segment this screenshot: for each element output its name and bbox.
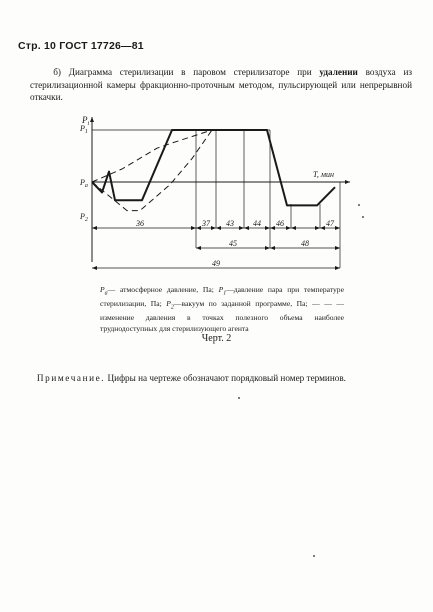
note-text: Цифры на чертеже обозначают порядковый номер терминов. [107, 373, 346, 383]
legend-p1-text: —давление пара при температуре стерилизации, Па; [100, 285, 344, 309]
level-label-p2: $P_2$ [80, 212, 88, 223]
legend-pa-sub: a [104, 290, 108, 297]
intro-lead: б) Диаграмма стерилизации в паровом стерилизаторе при [53, 67, 312, 77]
interval-label-45: 45 [229, 239, 237, 248]
intro-rest: воздуха из стерилизационной камеры фракционно-проточным методом, пульсирующей или непрерывной откачки. [30, 67, 413, 103]
y-axis-arrow [90, 117, 94, 122]
interval-label-36: 36 [136, 219, 144, 228]
page-number: Стр. 10 [18, 40, 57, 52]
legend-p2-symbol: P [166, 299, 171, 309]
note-label: Примечание. [36, 373, 106, 383]
interval-label-48: 48 [301, 239, 309, 248]
x-axis-label: T, мин [313, 170, 334, 179]
interval-label-47: 47 [326, 219, 334, 228]
legend-p2-text: —вакуум по заданной программе, Па; [173, 299, 308, 309]
legend-pa-text: — атмосферное давление, Па; [107, 285, 214, 294]
legend-p1-symbol: P [218, 285, 224, 294]
page-header [18, 40, 144, 52]
margin-mark [362, 216, 364, 218]
margin-mark [358, 204, 360, 206]
interval-label-44: 44 [253, 219, 261, 228]
interval-label-43: 43 [226, 219, 234, 228]
dashed-pressure-curve-2 [92, 130, 212, 211]
intro-bold-word: удалении [319, 67, 358, 77]
interval-label-37: 37 [202, 219, 210, 228]
legend-p1-sub: 1 [223, 290, 227, 297]
stray-mark [238, 397, 240, 399]
figure-caption: Черт. 2 [201, 333, 232, 344]
level-label-p1: $P_1$ [80, 124, 88, 135]
standard-code: ГОСТ 17726—81 [59, 40, 144, 52]
x-axis-arrow [345, 180, 350, 184]
y-axis-label: $P_i$ [82, 115, 90, 127]
level-label-pa: $P_a$ [80, 178, 88, 189]
intro-paragraph [30, 66, 412, 104]
pressure-curve [92, 130, 335, 205]
interval-label-46: 46 [276, 219, 284, 228]
legend-dash-text: — — —изменение давления в точках полезного объема наиболее труднодоступных для стерилизующего агента [100, 299, 344, 333]
interval-label-49: 49 [212, 259, 220, 268]
sterilization-diagram [70, 112, 360, 282]
legend-p2-sub: 2 [170, 304, 174, 311]
note-paragraph [30, 372, 412, 385]
chart-legend [100, 285, 344, 334]
legend-pa-symbol: P [100, 285, 105, 294]
stray-mark [313, 555, 315, 557]
